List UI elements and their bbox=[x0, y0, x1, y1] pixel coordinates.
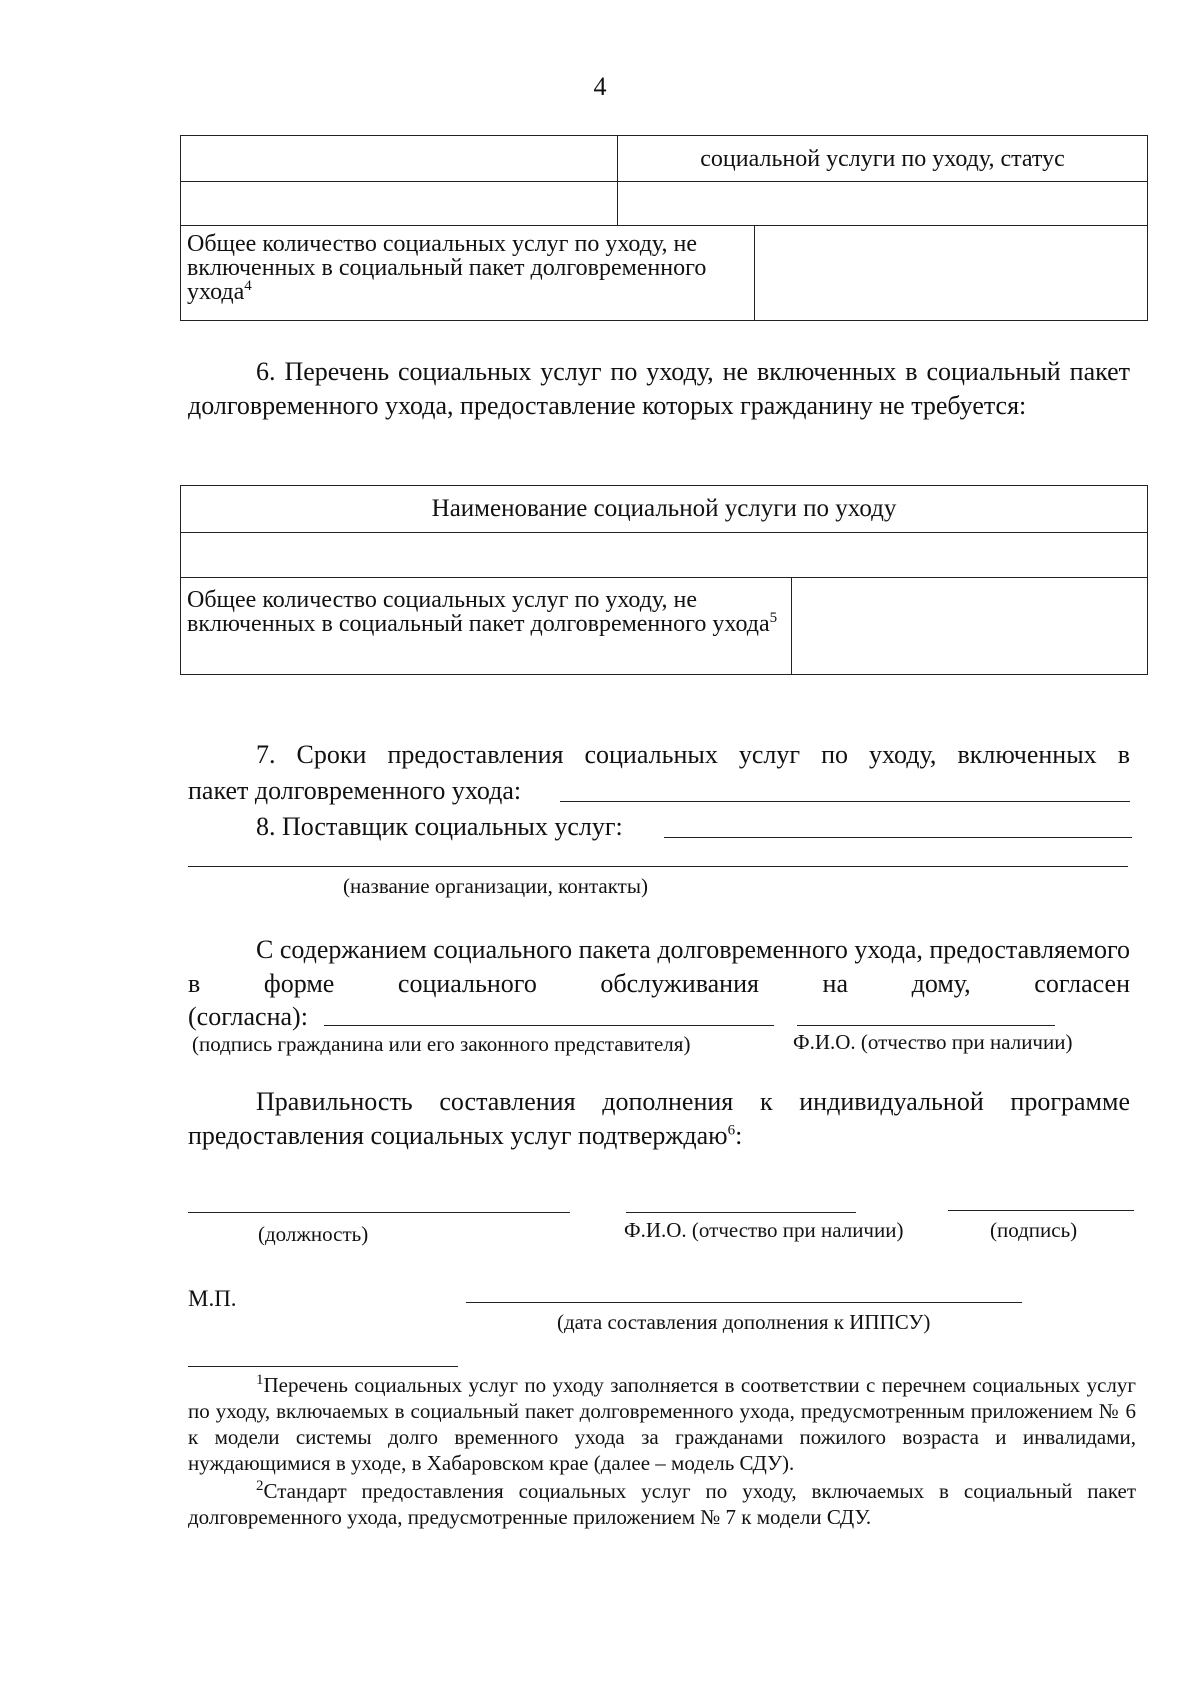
page-number: 4 bbox=[593, 72, 607, 101]
section6-text: 6. Перечень социальных услуг по уходу, не включенных в социальный пакет долговременного ухода, предоставление которых гражданину не требуется: bbox=[188, 357, 1130, 420]
section8-label: 8. Поставщик социальных услуг: bbox=[256, 812, 623, 841]
confirm-name-caption-row bbox=[624, 1218, 903, 1243]
footnote-2-text: Стандарт предоставления социальных услуг по уходу, включаемых в социальный пакет долговременного ухода, предусмотренные приложением № 7 к модели СДУ. bbox=[188, 1479, 1136, 1529]
date-caption-row bbox=[557, 1310, 930, 1335]
consent-caption-name: Ф.И.О. (отчество при наличии) bbox=[793, 1030, 1073, 1054]
consent-text-end: (согласна): bbox=[188, 1002, 308, 1031]
table1-total-value-cell[interactable] bbox=[755, 226, 1148, 321]
excluded-services-table bbox=[180, 485, 1148, 675]
confirm-suffix: : bbox=[735, 1121, 743, 1150]
table2-total-value-cell[interactable] bbox=[792, 578, 1148, 675]
table2-total-label-cell bbox=[181, 578, 792, 675]
table1-total-label-cell bbox=[181, 226, 755, 321]
section6-paragraph bbox=[188, 355, 1130, 423]
stamp-date-caption: (дата составления дополнения к ИППСУ) bbox=[557, 1310, 931, 1334]
stamp-label: М.П. bbox=[188, 1286, 237, 1311]
table1-header-right: социальной услуги по уходу, статус bbox=[700, 145, 1065, 172]
section8-caption: (название организации, контакты) bbox=[343, 874, 648, 898]
consent-signature-caption-row bbox=[192, 1032, 690, 1057]
footnote-1-number: 1 bbox=[256, 1372, 264, 1388]
confirm-signature-line[interactable] bbox=[948, 1210, 1134, 1211]
table1-empty-cell-right[interactable] bbox=[618, 182, 1148, 226]
footnote-1-text: Перечень социальных услуг по уходу заполняется в соответствии с перечнем социальных услуг по уходу, включаемых в социальный пакет долговременного ухода, предусмотренным приложением № 6 к модели системы долго временного ухода за гражданами пожилого возраста и инвалидами, нуждающимися в уходе, в Хабаровском крае (далее – модель СДУ). bbox=[188, 1373, 1136, 1475]
confirm-caption-name: Ф.И.О. (отчество при наличии) bbox=[624, 1218, 904, 1242]
section7-answer-line[interactable] bbox=[560, 801, 1130, 802]
footnote-1 bbox=[188, 1372, 1136, 1476]
confirm-footnote: 6 bbox=[727, 1122, 736, 1139]
consent-paragraph bbox=[188, 933, 1130, 1001]
confirm-position-caption-row bbox=[258, 1222, 368, 1247]
table1-header-left-cell bbox=[181, 136, 618, 182]
confirm-paragraph bbox=[188, 1085, 1130, 1153]
stamp-label-row bbox=[188, 1286, 237, 1312]
consent-caption-signature: (подпись гражданина или его законного представителя) bbox=[192, 1032, 691, 1056]
date-line[interactable] bbox=[466, 1302, 1022, 1303]
consent-name-line[interactable] bbox=[797, 1025, 1055, 1026]
footnote-2 bbox=[188, 1478, 1136, 1530]
confirm-name-line[interactable] bbox=[626, 1212, 856, 1213]
section7-text-line2: пакет долговременного ухода: bbox=[188, 776, 522, 805]
confirm-signature-caption-row bbox=[990, 1218, 1077, 1243]
confirm-text: Правильность составления дополнения к индивидуальной программе предоставления социальных услуг подтверждаю bbox=[188, 1087, 1130, 1150]
confirm-caption-signature: (подпись) bbox=[990, 1218, 1078, 1242]
services-table-continued bbox=[180, 135, 1148, 321]
section8-caption-row bbox=[343, 874, 648, 899]
table2-header: Наименование социальной услуги по уходу bbox=[431, 495, 897, 522]
table1-total-footnote: 4 bbox=[244, 278, 252, 294]
footnote-2-number: 2 bbox=[256, 1478, 264, 1494]
section7-line2 bbox=[188, 774, 521, 808]
section7-line1 bbox=[188, 738, 1130, 772]
table1-empty-cell-left[interactable] bbox=[181, 182, 618, 226]
consent-end-row bbox=[188, 1000, 308, 1034]
table2-total-footnote: 5 bbox=[769, 610, 778, 626]
table2-empty-row-cell[interactable] bbox=[181, 533, 1148, 578]
table2-total-label: Общее количество социальных услуг по уходу, не включенных в социальный пакет долговременного ухода bbox=[187, 587, 770, 637]
confirm-caption-position: (должность) bbox=[258, 1222, 369, 1246]
confirm-position-line[interactable] bbox=[188, 1212, 570, 1213]
section8-answer-line[interactable] bbox=[664, 837, 1132, 838]
footnote-separator bbox=[188, 1366, 458, 1367]
section7-text-line1: 7. Сроки предоставления социальных услуг по уходу, включенных в bbox=[256, 740, 1130, 769]
table1-total-label: Общее количество социальных услуг по уходу, не включенных в социальный пакет долговременного ухода bbox=[187, 231, 707, 305]
section8-answer-line-2[interactable] bbox=[188, 866, 1128, 867]
table2-header-cell bbox=[181, 486, 1148, 533]
consent-signature-line[interactable] bbox=[324, 1025, 774, 1026]
table1-header-right-cell bbox=[618, 136, 1148, 182]
section8-label-row bbox=[256, 810, 623, 844]
consent-name-caption-row bbox=[793, 1030, 1072, 1055]
consent-text: С содержанием социального пакета долговременного ухода, предоставляемого в форме социального обслуживания на дому, согласен bbox=[188, 935, 1131, 998]
